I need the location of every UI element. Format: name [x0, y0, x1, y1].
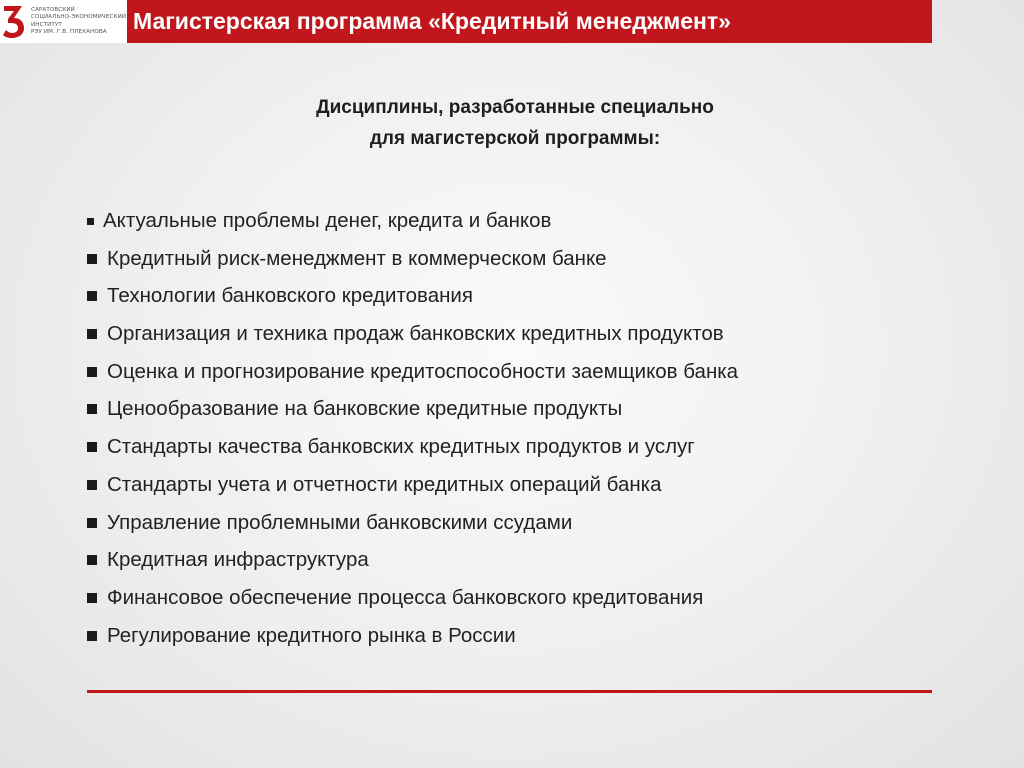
square-bullet-icon: [87, 555, 97, 565]
list-item-label: Оценка и прогнозирование кредитоспособности заемщиков банка: [107, 359, 739, 383]
square-bullet-icon: [87, 404, 97, 414]
list-item-label: Актуальные проблемы денег, кредита и банков: [103, 209, 552, 232]
list-item-label: Кредитный риск-менеджмент в коммерческом банке: [107, 246, 607, 270]
square-bullet-icon: [87, 367, 97, 377]
heading-line-1: Дисциплины, разработанные специально: [316, 97, 714, 118]
square-bullet-icon: [87, 593, 97, 603]
square-bullet-icon: [87, 518, 97, 528]
square-bullet-icon: [87, 480, 97, 490]
bottom-divider: [87, 690, 932, 693]
list-item-label: Стандарты качества банковских кредитных продуктов и услуг: [107, 435, 695, 459]
list-item: [87, 466, 738, 504]
section-heading: [0, 92, 1024, 154]
list-item: [87, 579, 738, 617]
list-item: [87, 390, 738, 428]
logo-line: СОЦИАЛЬНО-ЭКОНОМИЧЕСКИЙ: [31, 14, 127, 20]
logo-text: [31, 7, 126, 37]
page-title: Магистерская программа «Кредитный менеджмент»: [127, 0, 932, 43]
list-item-label: Финансовое обеспечение процесса банковского кредитования: [107, 585, 704, 609]
logo-line: ИНСТИТУТ: [31, 21, 62, 28]
list-item: [87, 353, 738, 391]
list-item-label: Регулирование кредитного рынка в России: [107, 623, 516, 647]
square-bullet-icon: [87, 631, 97, 641]
logo-mark-icon: [2, 4, 26, 40]
list-item: [87, 315, 738, 353]
list-item-label: Управление проблемными банковскими ссудами: [107, 510, 573, 534]
list-item-label: Ценообразование на банковские кредитные продукты: [107, 397, 623, 421]
heading-line-2: для магистерской программы:: [369, 128, 661, 149]
list-item: [87, 277, 738, 315]
list-item: [87, 617, 738, 655]
square-bullet-icon: [87, 329, 97, 339]
list-item: [87, 541, 738, 579]
list-item-label: Кредитная инфраструктура: [107, 548, 369, 572]
header-bar: [0, 0, 932, 43]
list-item-label: Стандарты учета и отчетности кредитных операций банка: [107, 472, 662, 496]
square-bullet-icon: [87, 254, 97, 264]
disciplines-list: [87, 202, 738, 654]
list-item: [87, 504, 738, 542]
logo-line: РЭУ ИМ. Г.В. ПЛЕХАНОВА: [31, 29, 107, 35]
institute-logo: [0, 0, 127, 43]
list-item: [87, 240, 738, 278]
square-bullet-icon: [87, 291, 97, 301]
square-bullet-icon: [87, 218, 94, 225]
list-item-label: Технологии банковского кредитования: [107, 284, 473, 308]
list-item-label: Организация и техника продаж банковских кредитных продуктов: [107, 322, 724, 346]
square-bullet-icon: [87, 442, 97, 452]
list-item: [87, 202, 738, 240]
list-item: [87, 428, 738, 466]
logo-line: САРАТОВСКИЙ: [31, 6, 75, 13]
